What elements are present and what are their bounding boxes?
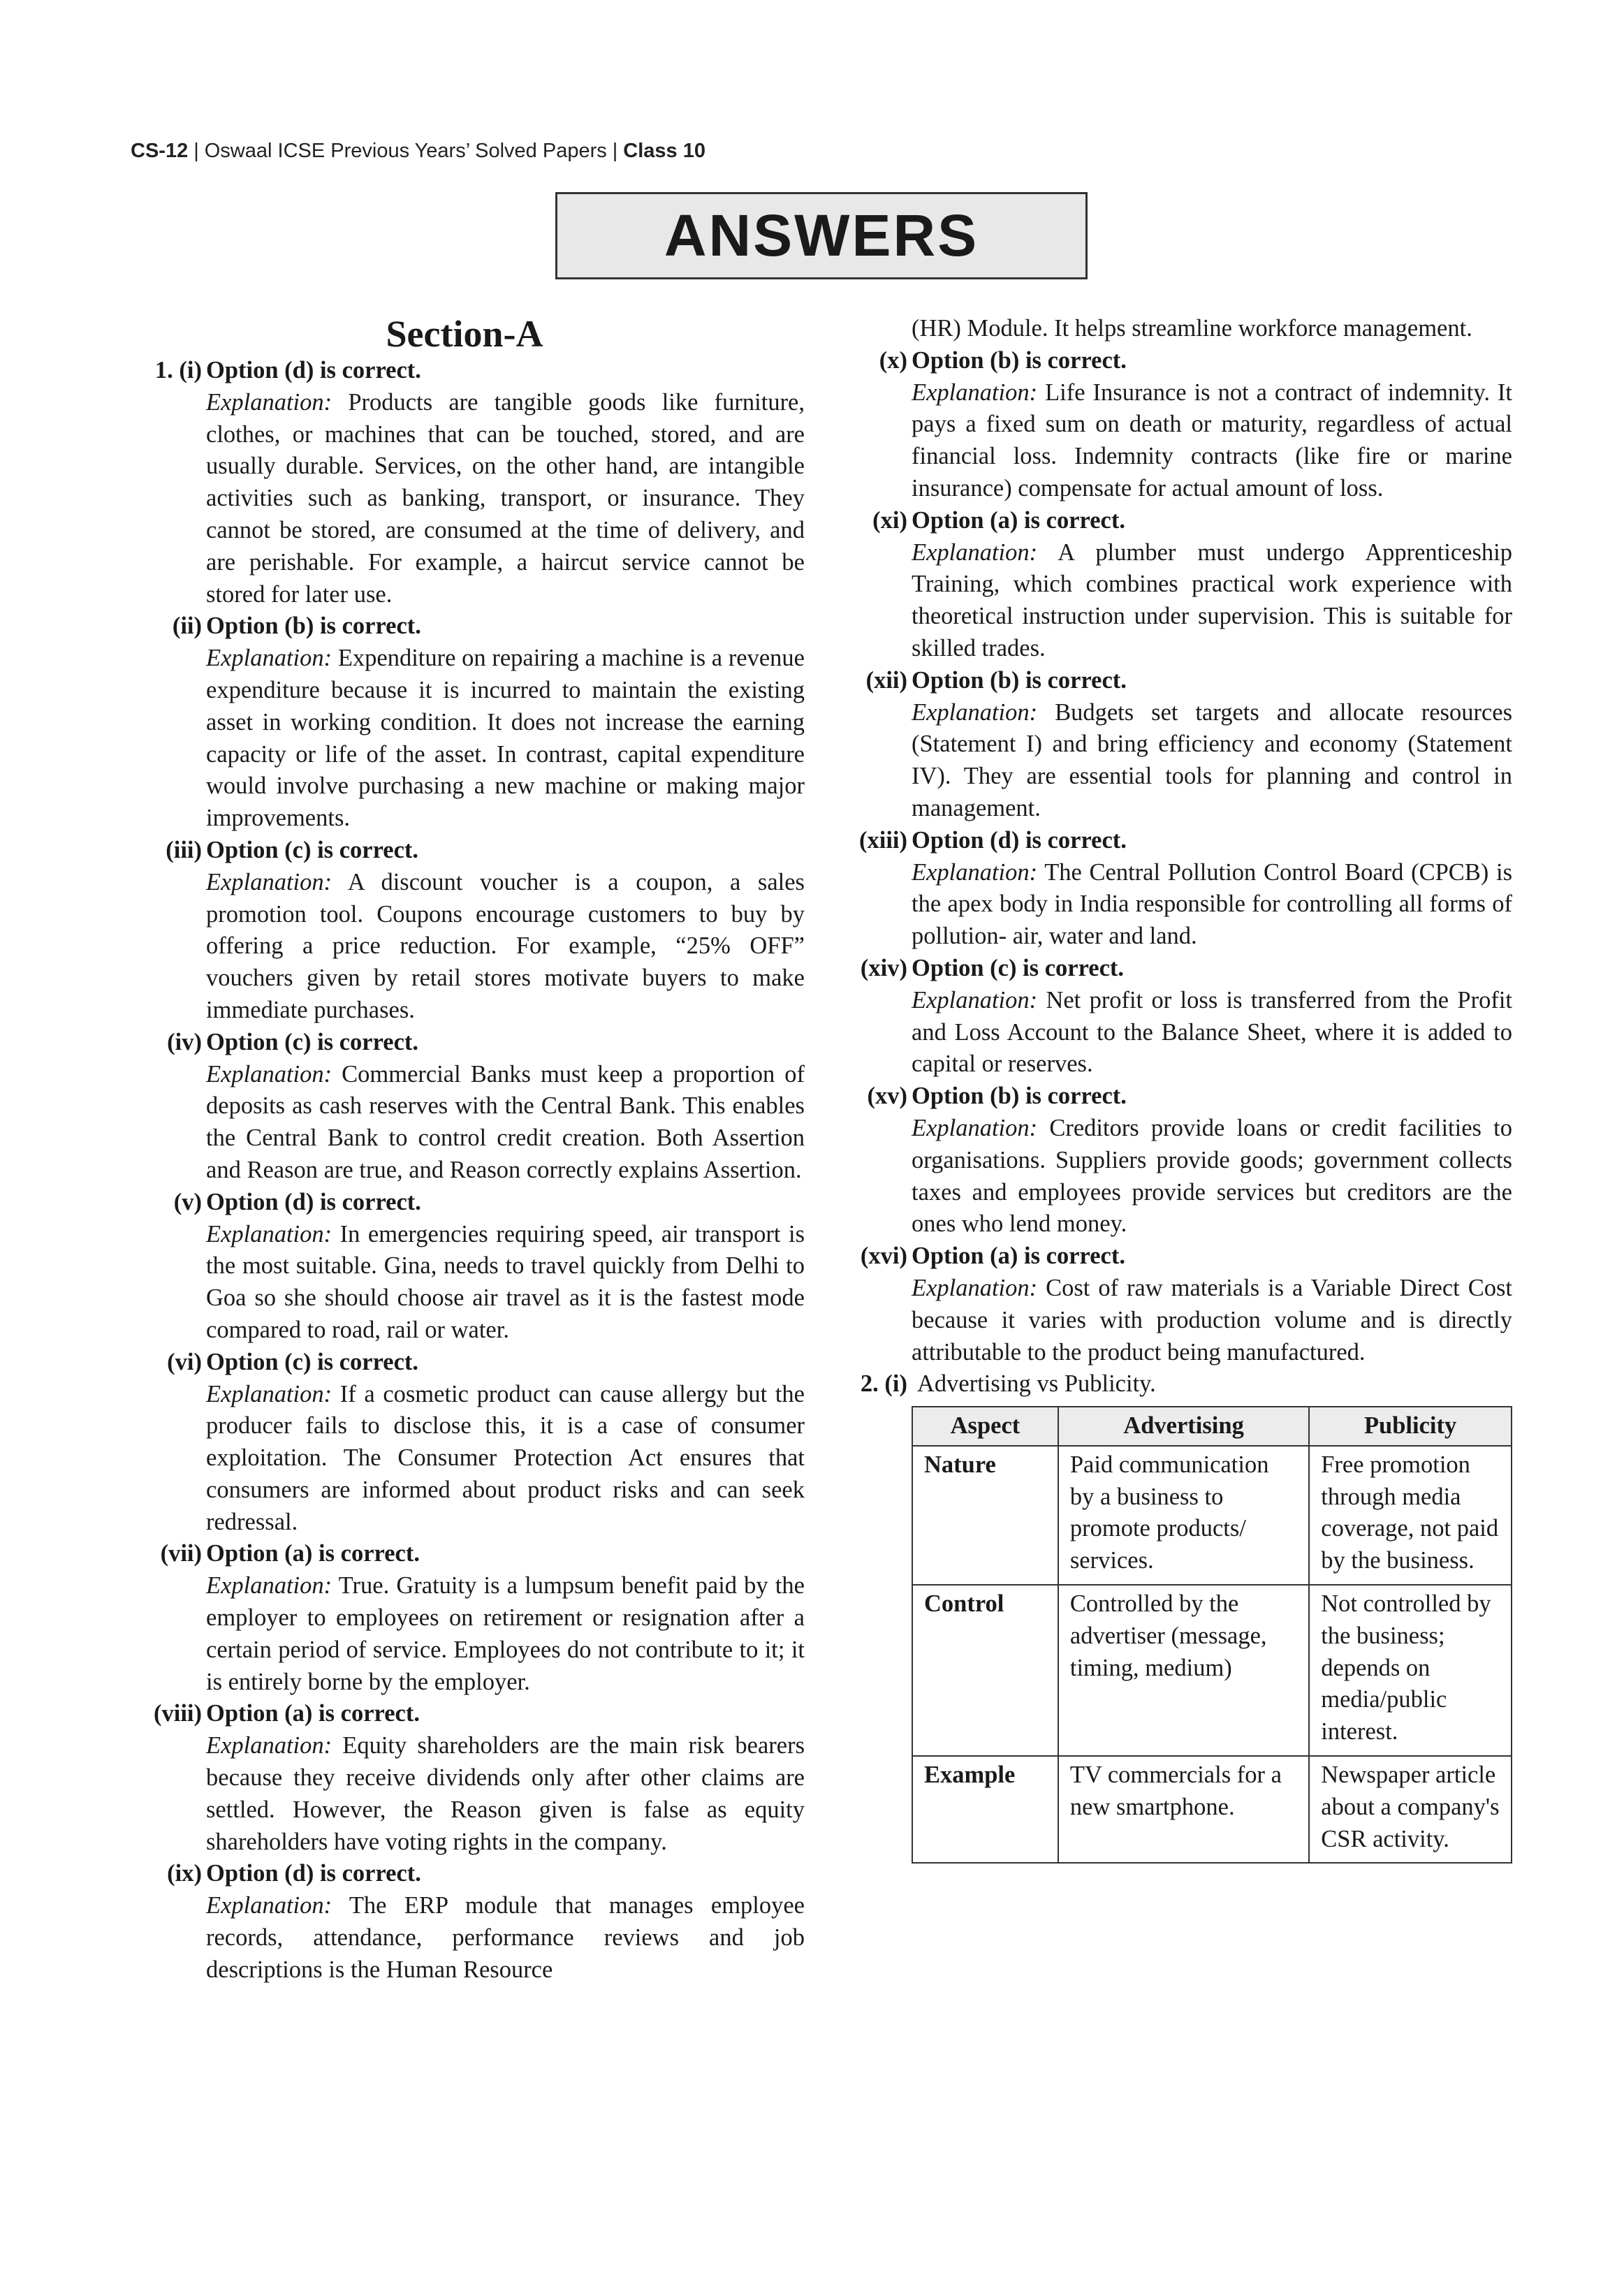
answer-explanation (912, 985, 1512, 1081)
comparison-table (912, 1406, 1512, 1864)
answer-explanation (206, 387, 805, 611)
table-cell: Not controlled by the business; depends on media/public interest. (1309, 1585, 1512, 1756)
explanation-label: Explanation: (912, 379, 1038, 406)
answer-number: (ix) (167, 1860, 202, 1887)
answer-item (133, 1347, 805, 1539)
table-cell: Example (912, 1756, 1058, 1863)
page-code: CS-12 (131, 140, 189, 162)
table-header-cell: Aspect (912, 1407, 1058, 1446)
right-column (852, 313, 1512, 1864)
answer-explanation (206, 1379, 805, 1539)
answer-heading (133, 1858, 805, 1890)
answer-explanation (912, 537, 1512, 665)
table-header-cell: Advertising (1058, 1407, 1309, 1446)
explanation-label: Explanation: (912, 1274, 1038, 1301)
answer-item (133, 1027, 805, 1187)
answer-number: (iv) (167, 1028, 202, 1055)
answer-heading (852, 953, 1512, 985)
answer-item (133, 610, 805, 835)
explanation-label: Explanation: (912, 698, 1038, 726)
answer-heading (852, 825, 1512, 857)
explanation-label: Explanation: (206, 388, 332, 416)
answer-item (852, 345, 1512, 505)
explanation-text: The ERP module that manages employee records, attendance, performance reviews and job descriptions is the Human Resource (206, 1892, 805, 1983)
answer-explanation (912, 697, 1512, 825)
answer-option: Option (d) is correct. (912, 826, 1127, 854)
answer-heading (852, 665, 1512, 697)
answer-option: Option (d) is correct. (206, 1188, 421, 1215)
explanation-label: Explanation: (206, 1732, 332, 1759)
explanation-text: Commercial Banks must keep a proportion of deposits as cash reserves with the Central Bank. This enables the Central Bank to control credit creation. Both Assertion and Reason are true, and Reason correctly explains Assertion. (206, 1060, 805, 1183)
explanation-label: Explanation: (206, 1892, 332, 1919)
answer-item (133, 355, 805, 610)
answer-heading (852, 345, 1512, 377)
explanation-text: Creditors provide loans or credit facilities to organisations. Suppliers provide goods; government collects taxes and employees provide services but creditors are the ones who lend money. (912, 1114, 1512, 1238)
explanation-text: In emergencies requiring speed, air transport is the most suitable. Gina, needs to travel quickly from Delhi to Goa so she should choose air travel as it is the fastest mode compared to road, rail or water. (206, 1220, 805, 1343)
answer-heading (133, 1027, 805, 1059)
table-cell: Control (912, 1585, 1058, 1756)
continued-explanation: (HR) Module. It helps streamline workforce management. (912, 315, 1472, 342)
answer-item (852, 953, 1512, 1081)
answer-heading (133, 1187, 805, 1219)
answer-number: 1. (i) (154, 357, 202, 383)
left-answer-list (133, 355, 805, 1986)
answer-number: (xiv) (860, 954, 907, 981)
answer-option: Option (b) is correct. (206, 613, 421, 640)
answer-explanation (206, 867, 805, 1027)
answer-option: Option (a) is correct. (206, 1540, 420, 1567)
explanation-text: Life Insurance is not a contract of indemnity. It pays a fixed sum on death or maturity, regardless of actual financial loss. Indemnity contracts (like fire or marine insurance) compensate for actual amount of loss. (912, 379, 1512, 502)
answer-item (852, 665, 1512, 825)
explanation-label: Explanation: (206, 1060, 332, 1088)
answer-explanation (912, 377, 1512, 505)
explanation-text: Products are tangible goods like furniture, clothes, or machines that can be touched, stored, and are usually durable. Services, on the other hand, are intangible activities such as banking, transport, or insurance. They cannot be stored, are consumed at the time of delivery, and are perishable. For example, a haircut service cannot be stored for later use. (206, 388, 805, 608)
table-row (912, 1585, 1512, 1756)
explanation-text: If a cosmetic product can cause allergy but the producer fails to disclose this, it is a case of consumer exploitation. The Consumer Protection Act ensures that consumers are informed about product risks and can seek redressal. (206, 1380, 805, 1535)
explanation-label: Explanation: (206, 1220, 332, 1247)
explanation-text: Net profit or loss is transferred from the Profit and Loss Account to the Balance Sheet, where it is added to capital or reserves. (912, 986, 1512, 1078)
answer-item (133, 1858, 805, 1986)
explanation-text: Expenditure on repairing a machine is a revenue expenditure because it is incurred to maintain the existing asset in working condition. It does not increase the earning capacity or life of the asset. In contrast, capital expenditure would involve purchasing a new machine or making major improvements. (206, 645, 805, 832)
question-2-number: 2. (i) (860, 1370, 907, 1398)
answer-number: (xi) (872, 506, 907, 534)
book-title: Oswaal ICSE Previous Years’ Solved Papers (204, 140, 607, 162)
answer-heading (133, 1538, 805, 1570)
answer-explanation (912, 1273, 1512, 1368)
answer-option: Option (d) is correct. (206, 1860, 421, 1887)
answer-explanation (206, 1890, 805, 1986)
answer-heading (852, 1240, 1512, 1273)
answer-number: (ii) (172, 613, 202, 640)
answer-option: Option (b) is correct. (912, 666, 1127, 694)
answer-item (852, 505, 1512, 665)
answer-option: Option (c) is correct. (912, 954, 1125, 981)
answer-heading (133, 1698, 805, 1730)
answers-banner (555, 192, 1088, 279)
table-cell: Nature (912, 1446, 1058, 1585)
answer-explanation (206, 1219, 805, 1347)
answer-option: Option (d) is correct. (206, 357, 421, 383)
answer-number: (vi) (167, 1348, 202, 1375)
answer-item (852, 1240, 1512, 1368)
answer-item (133, 1538, 805, 1698)
header-separator-1: | (193, 140, 199, 162)
answer-heading (133, 835, 805, 867)
explanation-text: The Central Pollution Control Board (CPCB) is the apex body in India responsible for controlling all forms of pollution- air, water and land. (912, 858, 1512, 950)
explanation-text: Budgets set targets and allocate resources (Statement I) and bring efficiency and economy (Statement IV). They are essential tools for planning and control in management. (912, 698, 1512, 821)
explanation-label: Explanation: (912, 858, 1038, 886)
running-header (131, 140, 705, 163)
table-cell: Free promotion through media coverage, not paid by the business. (1309, 1446, 1512, 1585)
answer-option: Option (b) is correct. (912, 346, 1127, 374)
answer-heading (852, 505, 1512, 537)
answers-banner-text: ANSWERS (664, 203, 979, 268)
answer-option: Option (a) is correct. (912, 506, 1125, 534)
answer-item (852, 1081, 1512, 1240)
answer-number: (vii) (160, 1540, 202, 1567)
answer-option: Option (c) is correct. (206, 1028, 419, 1055)
answer-explanation (206, 643, 805, 835)
table-row (912, 1756, 1512, 1863)
table-row (912, 1446, 1512, 1585)
answer-number: (xii) (865, 666, 907, 694)
answer-number: (xv) (867, 1083, 907, 1110)
explanation-label: Explanation: (206, 1572, 332, 1599)
explanation-text: Equity shareholders are the main risk bearers because they receive dividends only after other claims are settled. However, the Reason given is false as equity shareholders have voting rights in the company. (206, 1732, 805, 1855)
answer-number: (viii) (154, 1700, 202, 1727)
answer-option: Option (a) is correct. (912, 1243, 1125, 1270)
section-title: Section-A (386, 313, 543, 355)
answer-explanation (912, 857, 1512, 953)
answer-item (133, 1187, 805, 1347)
answer-heading (133, 610, 805, 643)
answer-option: Option (c) is correct. (206, 1348, 419, 1375)
right-answer-list (852, 345, 1512, 1369)
answer-explanation (912, 1113, 1512, 1240)
class-label: Class 10 (623, 140, 705, 162)
question-2-heading (852, 1368, 1512, 1400)
table-cell: Paid communication by a business to promote products/ services. (1058, 1446, 1309, 1585)
left-column (133, 313, 805, 1986)
answer-heading (852, 1081, 1512, 1113)
explanation-label: Explanation: (912, 539, 1038, 566)
answer-number: (x) (879, 346, 907, 374)
answer-heading (133, 1347, 805, 1379)
explanation-text: True. Gratuity is a lumpsum benefit paid by the employer to employees on retirement or resignation after a certain period of service. Employees do not contribute to it; it is entirely borne by the employer. (206, 1572, 805, 1695)
explanation-label: Explanation: (206, 645, 332, 672)
answer-explanation (206, 1059, 805, 1187)
answer-option: Option (a) is correct. (206, 1700, 420, 1727)
table-cell: TV commercials for a new smartphone. (1058, 1756, 1309, 1863)
answer-option: Option (c) is correct. (206, 836, 419, 863)
answer-number: (iii) (166, 836, 202, 863)
explanation-label: Explanation: (912, 986, 1038, 1013)
table-header-row (912, 1407, 1512, 1446)
explanation-text: A plumber must undergo Apprenticeship Training, which combines practical work experience with theoretical instruction under supervision. This is suitable for skilled trades. (912, 539, 1512, 661)
answer-item (133, 1698, 805, 1858)
answer-explanation (206, 1730, 805, 1858)
explanation-label: Explanation: (206, 868, 332, 895)
explanation-text: A discount voucher is a coupon, a sales promotion tool. Coupons encourage customers to buy by offering a price reduction. For example, “25% OFF” vouchers given by retail stores motivate buyers to make immediate purchases. (206, 868, 805, 1023)
answer-option: Option (b) is correct. (912, 1083, 1127, 1110)
table-cell: Controlled by the advertiser (message, timing, medium) (1058, 1585, 1309, 1756)
explanation-text: Cost of raw materials is a Variable Direct Cost because it varies with production volume and is directly attributable to the product being manufactured. (912, 1274, 1512, 1366)
table-header-cell: Publicity (1309, 1407, 1512, 1446)
answer-number: (v) (173, 1188, 202, 1215)
answer-item (133, 835, 805, 1027)
table-cell: Newspaper article about a company's CSR activity. (1309, 1756, 1512, 1863)
header-separator-2: | (612, 140, 618, 162)
explanation-label: Explanation: (206, 1380, 332, 1407)
answer-heading (133, 355, 805, 387)
answer-number: (xvi) (860, 1243, 907, 1270)
explanation-label: Explanation: (912, 1114, 1038, 1141)
answer-item (852, 825, 1512, 953)
question-2-title: Advertising vs Publicity. (917, 1370, 1156, 1398)
answer-number: (xiii) (859, 826, 907, 854)
answer-explanation (206, 1570, 805, 1698)
